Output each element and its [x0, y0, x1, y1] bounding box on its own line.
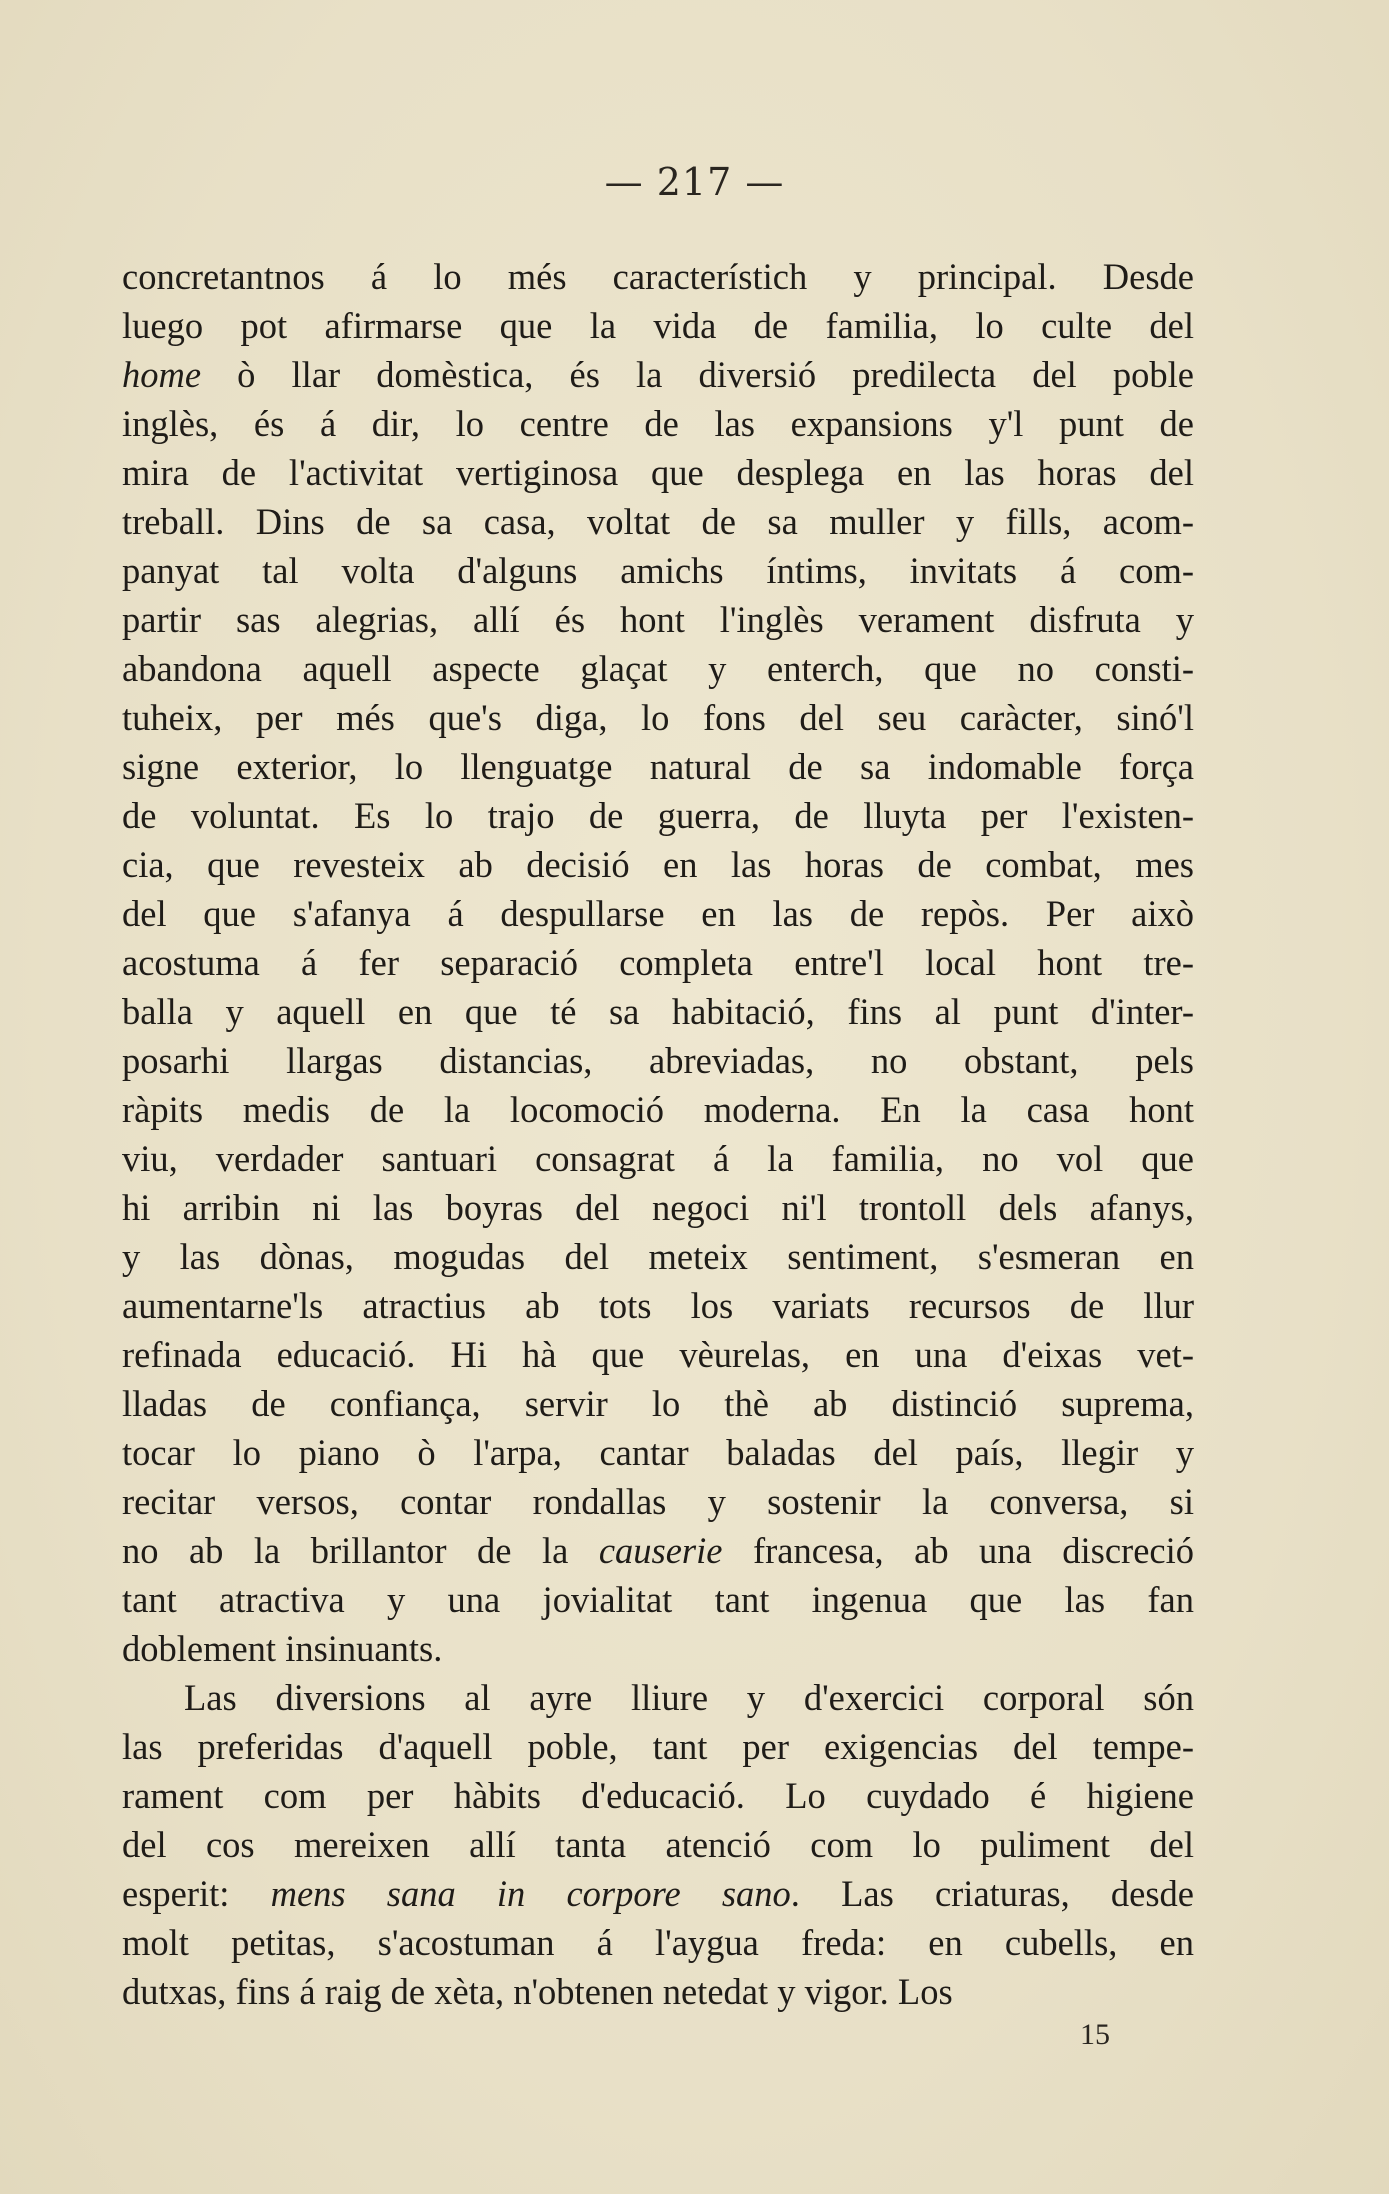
text-segment: partir sas alegrias, allí és hont l'inglès verament disfruta y — [122, 599, 1194, 640]
text-segment: luego pot afirmarse que la vida de familia, lo culte del — [122, 305, 1194, 346]
text-segment: cia, que revesteix ab decisió en las horas de combat, mes — [122, 844, 1194, 885]
text-segment: inglès, és á dir, lo centre de las expansions y'l punt de — [122, 403, 1194, 444]
text-segment: doblement insinuants. — [122, 1628, 443, 1669]
text-line — [122, 350, 1194, 399]
text-segment: tuheix, per més que's diga, lo fons del seu caràcter, sinó'l — [122, 697, 1194, 738]
text-segment: mira de l'activitat vertiginosa que desplega en las horas del — [122, 452, 1194, 493]
body-text — [122, 252, 1194, 2016]
text-segment: de voluntat. Es lo trajo de guerra, de lluyta per l'existen- — [122, 795, 1194, 836]
text-segment: ràpits medis de la locomoció moderna. En la casa hont — [122, 1089, 1194, 1130]
text-segment: treball. Dins de sa casa, voltat de sa muller y fills, acom- — [122, 501, 1194, 542]
text-line — [122, 1281, 1194, 1330]
text-line — [122, 987, 1194, 1036]
text-segment: esperit: — [122, 1873, 271, 1914]
page-number: — 217 — — [604, 160, 785, 204]
text-segment: molt petitas, s'acostuman á l'aygua freda: en cubells, en — [122, 1922, 1194, 1963]
text-segment: las preferidas d'aquell poble, tant per exigencias del tempe- — [122, 1726, 1194, 1767]
italic-phrase: causerie — [598, 1530, 723, 1571]
text-line — [122, 1869, 1194, 1918]
text-segment: del que s'afanya á despullarse en las de repòs. Per això — [122, 893, 1194, 934]
text-segment: refinada educació. Hi hà que vèurelas, en una d'eixas vet- — [122, 1334, 1194, 1375]
text-line — [122, 1673, 1194, 1722]
text-segment: posarhi llargas distancias, abreviadas, no obstant, pels — [122, 1040, 1194, 1081]
text-segment: viu, verdader santuari consagrat á la familia, no vol que — [122, 1138, 1194, 1179]
text-line — [122, 840, 1194, 889]
text-line — [122, 448, 1194, 497]
text-segment: concretantnos á lo més característich y principal. Desde — [122, 256, 1194, 297]
text-line — [122, 399, 1194, 448]
text-line — [122, 546, 1194, 595]
text-line — [122, 1624, 1194, 1673]
text-line — [122, 938, 1194, 987]
text-line — [122, 1134, 1194, 1183]
text-segment: aumentarne'ls atractius ab tots los variats recursos de llur — [122, 1285, 1194, 1326]
text-line — [122, 1428, 1194, 1477]
text-segment: Las diversions al ayre lliure y d'exercici corporal són — [184, 1677, 1194, 1718]
text-segment: no ab la brillantor de la — [122, 1530, 599, 1571]
text-segment: . Las criaturas, desde — [790, 1873, 1194, 1914]
text-segment: tocar lo piano ò l'arpa, cantar baladas del país, llegir y — [122, 1432, 1194, 1473]
text-segment: acostuma á fer separació completa entre'l local hont tre- — [122, 942, 1194, 983]
text-line — [122, 1967, 1194, 2016]
text-line — [122, 252, 1194, 301]
text-segment: hi arribin ni las boyras del negoci ni'l trontoll dels afanys, — [122, 1187, 1194, 1228]
text-line — [122, 1771, 1194, 1820]
text-line — [122, 1918, 1194, 1967]
signature-mark: 15 — [1080, 2018, 1110, 2051]
text-line — [122, 1526, 1194, 1575]
text-segment: lladas de confiança, servir lo thè ab distinció suprema, — [122, 1383, 1194, 1424]
text-line — [122, 595, 1194, 644]
text-line — [122, 1183, 1194, 1232]
text-segment: ò llar domèstica, és la diversió predilecta del poble — [201, 354, 1194, 395]
text-line — [122, 1232, 1194, 1281]
text-line — [122, 1379, 1194, 1428]
text-segment: abandona aquell aspecte glaçat y enterch, que no consti- — [122, 648, 1194, 689]
text-segment: del cos mereixen allí tanta atenció com lo puliment del — [122, 1824, 1194, 1865]
text-segment: rament com per hàbits d'educació. Lo cuydado é higiene — [122, 1775, 1194, 1816]
text-segment: y las dònas, mogudas del meteix sentiment, s'esmeran en — [122, 1236, 1194, 1277]
text-line — [122, 1575, 1194, 1624]
text-segment: francesa, ab una discreció — [722, 1530, 1194, 1571]
text-line — [122, 497, 1194, 546]
text-line — [122, 742, 1194, 791]
text-line — [122, 1820, 1194, 1869]
italic-phrase: home — [122, 354, 202, 395]
text-line — [122, 1722, 1194, 1771]
text-segment: recitar versos, contar rondallas y sostenir la conversa, si — [122, 1481, 1194, 1522]
text-segment: balla y aquell en que té sa habitació, fins al punt d'inter- — [122, 991, 1194, 1032]
text-line — [122, 1085, 1194, 1134]
text-segment: panyat tal volta d'alguns amichs íntims, invitats á com- — [122, 550, 1194, 591]
italic-phrase: mens sana in corpore sano — [270, 1873, 791, 1914]
text-line — [122, 889, 1194, 938]
text-line — [122, 644, 1194, 693]
text-segment: tant atractiva y una jovialitat tant ingenua que las fan — [122, 1579, 1194, 1620]
text-line — [122, 693, 1194, 742]
text-line — [122, 1036, 1194, 1085]
text-segment: dutxas, fins á raig de xèta, n'obtenen netedat y vigor. Los — [122, 1971, 953, 2012]
text-line — [122, 791, 1194, 840]
text-segment: signe exterior, lo llenguatge natural de sa indomable força — [122, 746, 1194, 787]
text-line — [122, 1330, 1194, 1379]
text-line — [122, 301, 1194, 350]
text-line — [122, 1477, 1194, 1526]
